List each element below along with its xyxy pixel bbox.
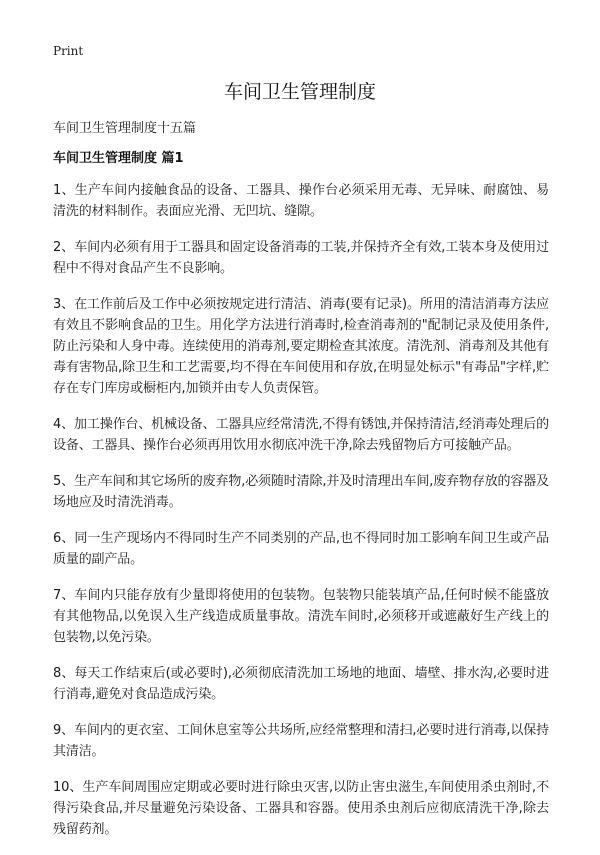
document-subtitle: 车间卫生管理制度十五篇: [53, 121, 197, 136]
paragraph-10: 10、生产车间周围应定期或必要时进行除虫灭害,以防止害虫滋生,车间使用杀虫剂时,不得污染食品,并尽量避免污染设备、工器具和容器。使用杀虫剂后应彻底清洗干净,除去残留药剂。: [53, 780, 549, 837]
paragraph-9: 9、车间内的更衣室、工间休息室等公共场所,应经常整理和清扫,必要时进行消毒,以保持其清洁。: [53, 723, 549, 759]
paragraph-1: 1、生产车间内接触食品的设备、工器具、操作台必须采用无毒、无异味、耐腐蚀、易清洗的材料制作。表面应光滑、无凹坑、缝隙。: [53, 183, 549, 219]
print-link[interactable]: Print: [53, 44, 84, 58]
paragraph-5: 5、生产车间和其它场所的废弃物,必须随时清除,并及时清理出车间,废弃物存放的容器及场地应及时清洗消毒。: [53, 474, 549, 510]
paragraph-3: 3、在工作前后及工作中必须按规定进行清洁、消毒(要有记录)。所用的清洁消毒方法应有效且不影响食品的卫生。用化学方法进行消毒时,检查消毒剂的"配制记录及使用条件,防止污染和人身中毒。连续使用的消毒剂,要定期检查其浓度。清洗剂、消毒剂及其他有毒有害物品,除卫生和工艺需要,均不得在车间使用和存放,在明显处标示"有毒品"字样,贮存在专门库房或橱柜内,加锁并由专人负责保管。: [53, 297, 549, 396]
paragraph-7: 7、车间内只能存放有少量即将使用的包装物。包装物只能装填产品,任何时候不能盛放有其他物品,以免误入生产线造成质量事故。清洗车间时,必须移开或遮蔽好生产线上的包装物,以免污染。: [53, 588, 549, 645]
page-title: 车间卫生管理制度: [223, 81, 376, 103]
paragraph-2: 2、车间内必须有用于工器具和固定设备消毒的工装,并保持齐全有效,工装本身及使用过程中不得对食品产生不良影响。: [53, 240, 549, 276]
section-heading: 车间卫生管理制度 篇1: [53, 151, 184, 166]
paragraph-list: [53, 180, 549, 855]
paragraph-4: 4、加工操作台、机械设备、工器具应经常清洗,不得有锈蚀,并保持清洁,经消毒处理后的设备、工器具、操作台必须再用饮用水彻底冲洗干净,除去残留物后方可接触产品。: [53, 417, 549, 453]
paragraph-6: 6、同一生产现场内不得同时生产不同类别的产品,也不得同时加工影响车间卫生或产品质量的副产品。: [53, 531, 549, 567]
paragraph-8: 8、每天工作结束后(或必要时),必须彻底清洗加工场地的地面、墙壁、排水沟,必要时进行消毒,避免对食品造成污染。: [53, 666, 549, 702]
